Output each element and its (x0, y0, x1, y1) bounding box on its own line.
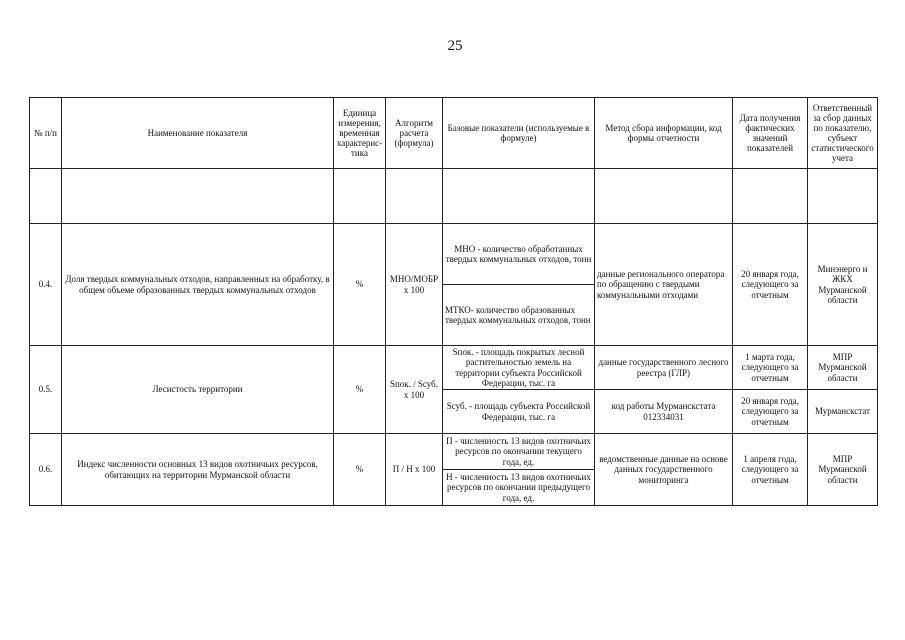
indicator-unit: % (334, 346, 386, 434)
base-indicator: Sпок. - площадь покрытых лесной растительностью земель на территории субъекта Российской Федерации, тыс. га (443, 346, 595, 390)
receipt-date: 1 апреля года, следующего за отчетным (733, 434, 808, 506)
indicator-name: Лесистость территории (62, 346, 334, 434)
indicator-unit: % (334, 224, 386, 346)
header-algorithm: Алгоритм расчета (формула) (386, 98, 443, 169)
header-date: Дата получения фактических значений показателей (733, 98, 808, 169)
base-indicator: Н - численность 13 видов охотничьих ресурсов по окончании предыдущего года, ед. (443, 470, 595, 506)
table-row (30, 224, 878, 285)
header-unit: Единица измерения, временная характерис-тика (334, 98, 386, 169)
header-name: Наименование показателя (62, 98, 334, 169)
indicator-algorithm: МНО/МОБР х 100 (386, 224, 443, 346)
receipt-date: 20 января года, следующего за отчетным (733, 390, 808, 434)
header-row (30, 98, 878, 169)
row-number: 0.4. (30, 224, 62, 346)
indicator-algorithm: П / Н х 100 (386, 434, 443, 506)
indicator-name: Индекс численности основных 13 видов охотничьих ресурсов, обитающих на территории Мурманской области (62, 434, 334, 506)
header-num: № п/п (30, 98, 62, 169)
responsible: Мурманскстат (808, 390, 878, 434)
row-number: 0.5. (30, 346, 62, 434)
base-indicator: МТКО- количество образованных твердых коммунальных отходов, тонн (443, 285, 595, 346)
responsible: МПР Мурманской области (808, 434, 878, 506)
collection-method: код работы Мурманскстата 012334031 (595, 390, 733, 434)
collection-method: ведомственные данные на основе данных государственного мониторинга (595, 434, 733, 506)
header-responsible: Ответственный за сбор данных по показателю, субъект статистического учета (808, 98, 878, 169)
base-indicator: МНО - количество обработанных твердых коммунальных отходов, тонн (443, 224, 595, 285)
row-number: 0.6. (30, 434, 62, 506)
header-base-indicators: Базовые показатели (используемые в формуле) (443, 98, 595, 169)
collection-method: данные государственного лесного реестра (ГЛР) (595, 346, 733, 390)
responsible: МПР Мурманской области (808, 346, 878, 390)
indicator-unit: % (334, 434, 386, 506)
receipt-date: 1 марта года, следующего за отчетным (733, 346, 808, 390)
collection-method: данные регионального оператора по обращению с твердыми коммунальными отходами (595, 224, 733, 346)
base-indicator: П - численность 13 видов охотничьих ресурсов по окончании текущего года, ед. (443, 434, 595, 470)
indicator-algorithm: Sпок. / Sсуб. х 100 (386, 346, 443, 434)
page-number: 25 (447, 38, 463, 54)
table-row (30, 434, 878, 470)
empty-row (30, 169, 878, 224)
responsible: Минэнерго и ЖКХ Мурманской области (808, 224, 878, 346)
receipt-date: 20 января года, следующего за отчетным (733, 224, 808, 346)
header-method: Метод сбора информации, код формы отчетности (595, 98, 733, 169)
indicator-name: Доля твердых коммунальных отходов, направленных на обработку, в общем объеме образованных твердых коммунальных отходов (62, 224, 334, 346)
indicators-table (29, 97, 878, 506)
table-row (30, 346, 878, 390)
base-indicator: Sсуб. - площадь субъекта Российской Федерации, тыс. га (443, 390, 595, 434)
